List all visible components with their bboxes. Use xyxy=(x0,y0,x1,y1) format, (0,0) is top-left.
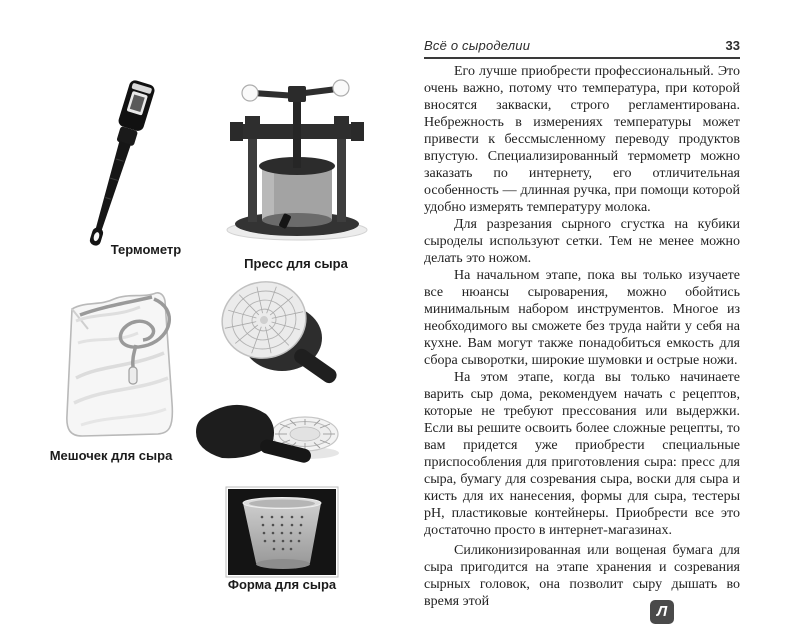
cheese-press-icon xyxy=(222,80,372,242)
running-title: Всё о сыроделии xyxy=(424,38,531,53)
body-text-column xyxy=(424,63,740,610)
cheese-mold-figure xyxy=(226,487,338,577)
thermometer-icon xyxy=(70,75,180,255)
cheese-bag-figure xyxy=(56,283,192,448)
labirint-logo[interactable] xyxy=(650,600,674,624)
thermometer-figure xyxy=(70,75,180,255)
paragraph-5: Силиконизированная или вощеная бумага для сыра пригодится на этапе хранения и созревания сырных головок, она позволит сыру дышать во время этой xyxy=(424,543,740,609)
cheese-press-figure xyxy=(222,80,372,242)
paragraph-1: Его лучше приобрести профессиональный. Это очень важно, потому что температура, при которой вносятся закваски, строго регламентирована. Небрежность в измерениях температуры может привести к бессмысленному переводу продуктов впустую. Специализированный термометр можно заказать по интернету, его отличительная особенность — длинная ручка, при помощи которой удобно измерять температуру молока. xyxy=(424,64,740,215)
page-number: 33 xyxy=(725,38,740,53)
colander-icon xyxy=(220,280,344,390)
page-header xyxy=(424,38,740,59)
colander-figure xyxy=(220,280,344,390)
paragraph-2: Для разрезания сырного сгустка на кубики сыроделы используют сетки. Тем не менее можно делать это ножом. xyxy=(424,217,740,266)
cheese-bag-icon xyxy=(56,283,192,448)
cheese-bag-caption: Мешочек для сыра xyxy=(49,448,173,463)
paragraph-3: На начальном этапе, пока вы только изучаете все нюансы сыроварения, можно обойтись минимальным набором инструментов. Многое из необходимого вы сможете без труда найти у себя на кухне. Вам могут также понадобиться емкость для сбора сыворотки, широкие шумовки и острые ножи. xyxy=(424,268,740,368)
ladle-strainer-icon xyxy=(194,396,342,466)
cheese-mold-icon xyxy=(226,487,338,577)
paragraph-4: На этом этапе, когда вы только начинаете варить сыр дома, рекомендуем начать с рецептов, которые не требуют прессования или выдержки. Если вы решите освоить более сложные рецепты, то вам придется уже приобрести специальные приспособления для приготовления сыра: пресс для сыра, бумагу для созревания сыра, воски для сыра и кисть для их нанесения, формы для сыра, тестеры pH, пластиковые контейнеры. Приобрести все это достаточно просто в интернет-магазинах. xyxy=(424,370,740,538)
thermometer-caption: Термометр xyxy=(110,242,182,257)
logo-letter: Л xyxy=(656,603,668,620)
cheese-mold-caption: Форма для сыра xyxy=(227,577,337,592)
ladle-strainer-figure xyxy=(194,396,342,466)
cheese-press-caption: Пресс для сыра xyxy=(244,256,348,271)
